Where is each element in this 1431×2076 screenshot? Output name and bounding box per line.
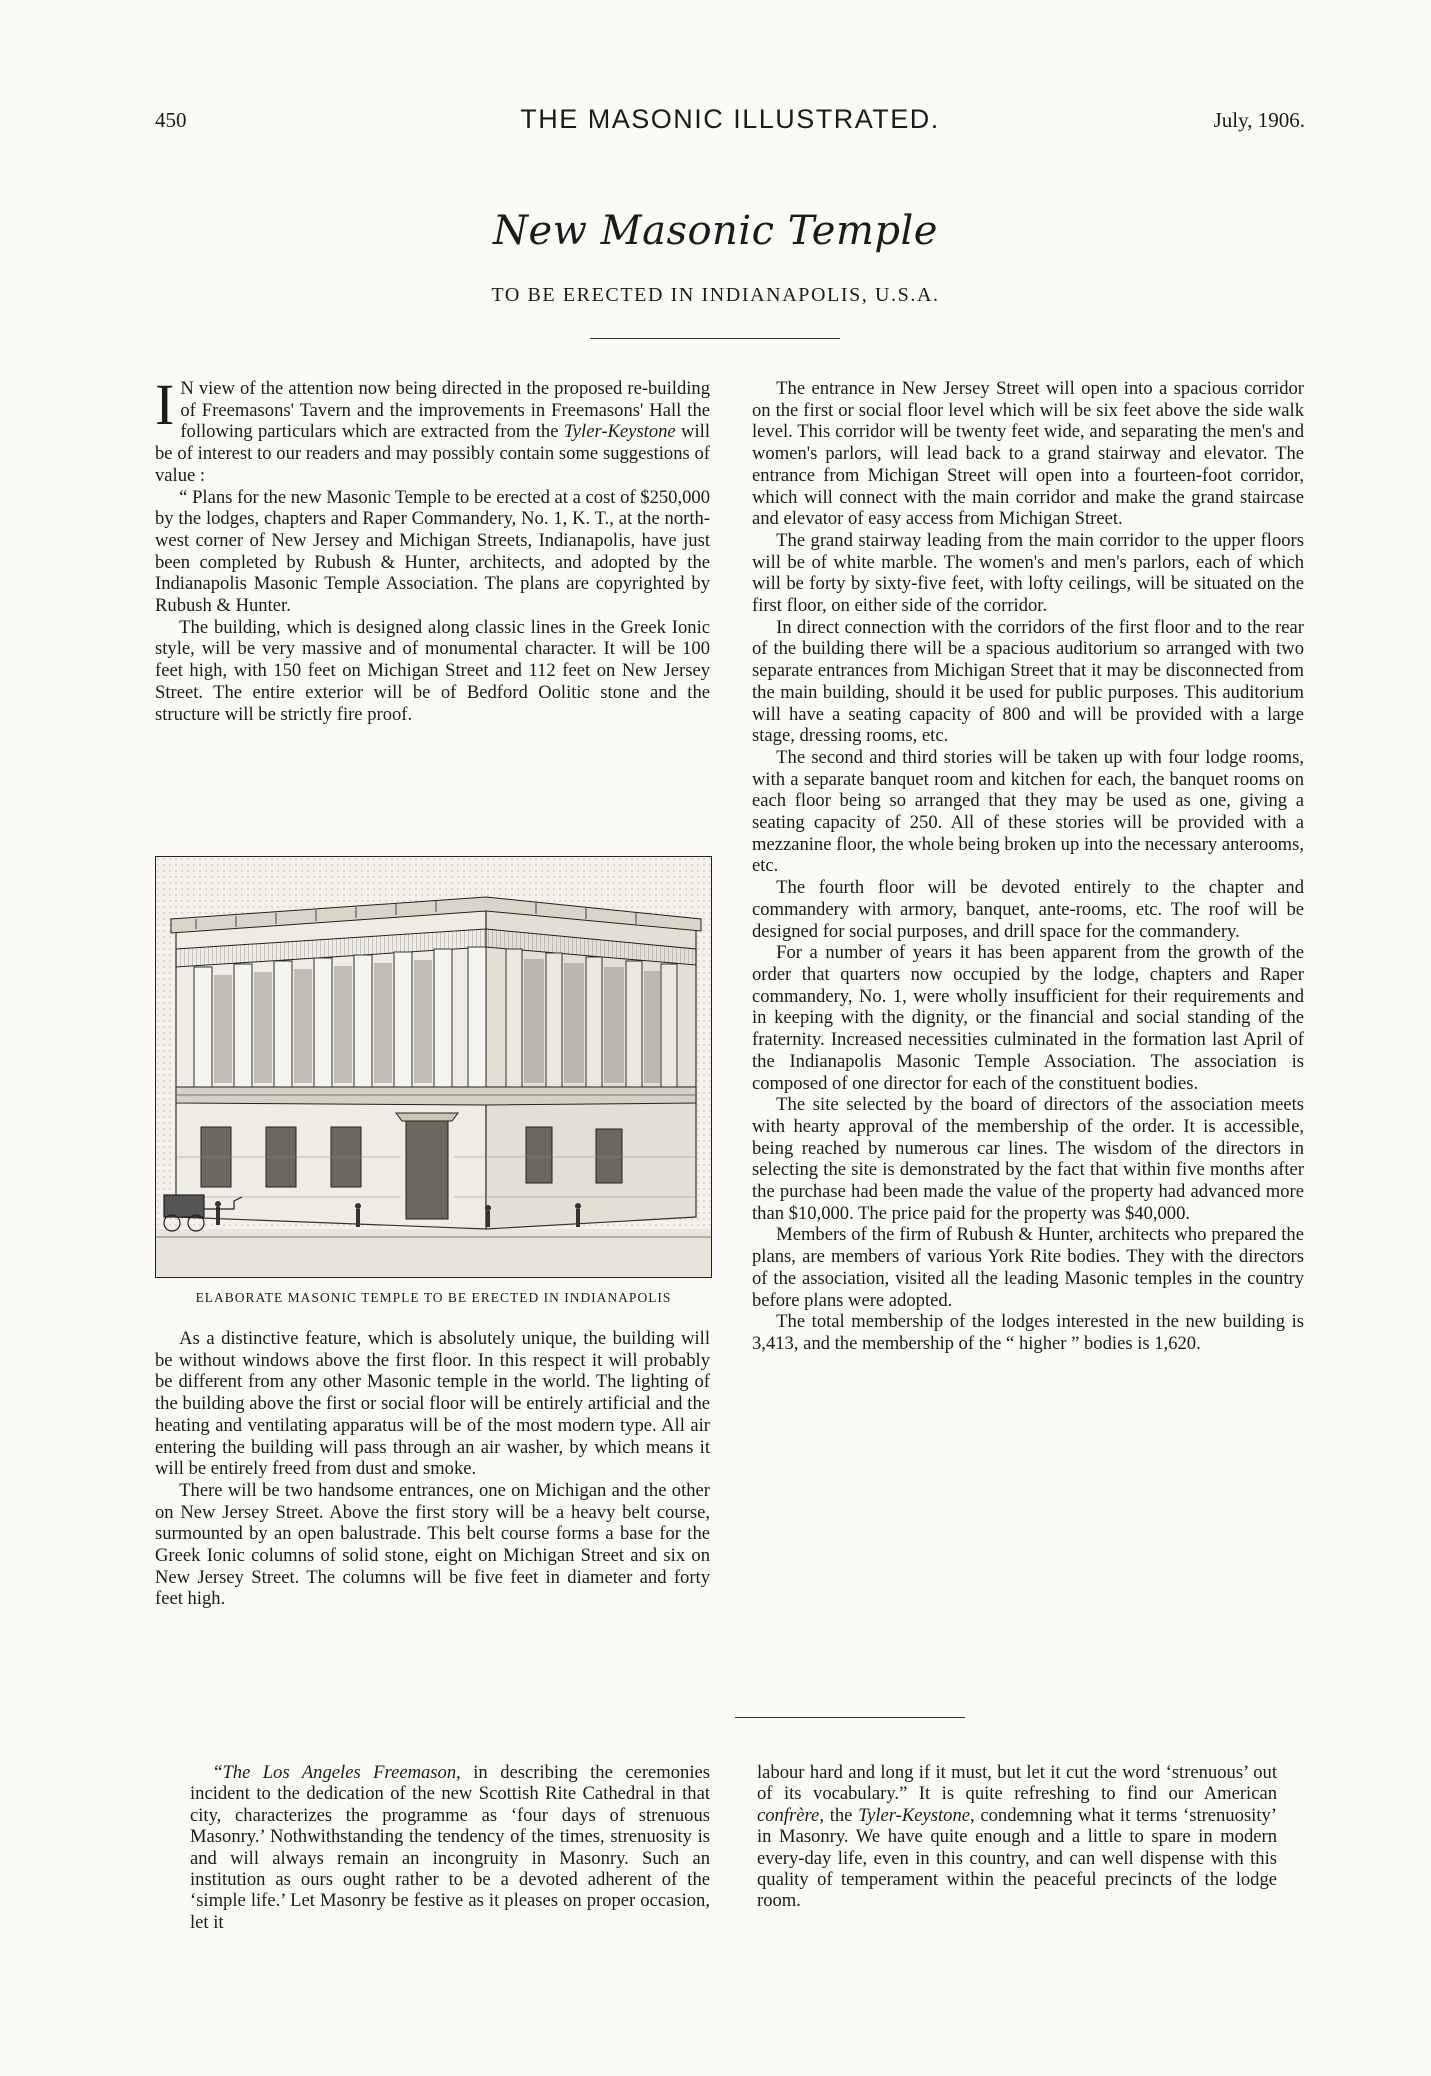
paragraph-auditorium: In direct connection with the corridors of the first floor and to the rear of the building there will be a spacious auditorium so arranged with two separate entrances from Michigan Street that it may be disconnected from the main building, should it be used for public purposes. This auditorium will have a seating capacity of 800 and will be provided with a large stage, dressing rooms, etc.	[752, 616, 1304, 747]
left-column-lower	[155, 1328, 710, 1610]
footnote-right-paragraph: labour hard and long if it must, but let it cut the word ‘strenuous’ out of its vocabulary.” It is quite refreshing to find our American confrère, the Tyler-Keystone, condemning what it terms ‘strenuosity’ in Masonry. We have quite enough and a little to spare in modern every-day life, even in this country, and can well dispense with this quality of temperament within the peaceful precincts of the lodge room.	[757, 1762, 1278, 1912]
paragraph-feature: As a distinctive feature, which is absolutely unique, the building will be without windows above the first floor. In this respect it will probably be different from any other Masonic temple in the world. The lighting of the building above the first or social floor will be entirely artificial and the heating and ventilating apparatus will be of the most modern type. All air entering the building will pass through an air washer, by which means it will be entirely freed from dust and smoke.	[155, 1328, 710, 1480]
article-subtitle: TO BE ERECTED IN INDIANAPOLIS, U.S.A.	[491, 284, 940, 306]
journal-title: THE MASONIC ILLUSTRATED.	[520, 104, 940, 134]
paragraph-architects: Members of the firm of Rubush & Hunter, architects who prepared the plans, are members of various York Rite bodies. They with the directors of the association, visited all the leading Masonic temples in the country before plans were adopted.	[752, 1224, 1304, 1311]
issue-date: July, 1906.	[1213, 108, 1305, 132]
paragraph-site: The site selected by the board of directors of the association meets with hearty approval of the membership of the order. It is accessible, being reached by numerous car lines. The wisdom of the directors in selecting the site is demonstrated by the fact that within five months after the purchase had been made the value of the property had advanced more than $10,000. The price paid for the property was $40,000.	[752, 1094, 1304, 1224]
paragraph-entrance-corridor: The entrance in New Jersey Street will open into a spacious corridor on the first or social floor level which will be six feet above the side walk level. This corridor will be twenty feet wide, and separating the men's and women's parlors, will lead back to a grand stairway and elevator. The entrance from Michigan Street will open into a fourteen-foot corridor, which will connect with the main corridor and make the grand staircase and elevator of easy access from Michigan Street.	[752, 378, 1304, 530]
illustration-caption: ELABORATE MASONIC TEMPLE TO BE ERECTED IN INDIANAPOLIS	[195, 1290, 672, 1305]
right-column	[752, 378, 1304, 1355]
paragraph-stairway: The grand stairway leading from the main corridor to the upper floors will be of white marble. The women's and men's parlors, each of which will be forty by sixty-five feet, with lofty ceilings, will be situated on the first floor, on either side of the corridor.	[752, 529, 1304, 617]
paragraph-entrances: There will be two handsome entrances, one on Michigan and the other on New Jersey Street. Above the first story will be a heavy belt course, surmounted by an open balustrade. This belt course forms a base for the Greek Ionic columns of solid stone, eight on Michigan Street and six on New Jersey Street. The columns will be five feet in diameter and forty feet high.	[155, 1479, 710, 1610]
paragraph-fourth-floor: The fourth floor will be devoted entirely to the chapter and commandery with armory, banquet, ante-rooms, etc. The roof will be designed for social purposes, and drill space for the commandery.	[752, 877, 1304, 942]
title-rule	[590, 338, 840, 339]
left-column-upper	[155, 372, 710, 725]
footnote-left-paragraph: “The Los Angeles Freemason, in describing the ceremonies incident to the dedication of the new Scottish Rite Cathedral in that city, characterizes the programme as ‘four days of strenuous Masonry.’ Nothwithstanding the tendency of the times, strenuosity is and will always remain an incongruity in Masonry. Such an institution as ours ought rather to be a devoted adherent of the ‘simple life.’ Let Masonry be festive as it pleases on proper occasion, let it	[190, 1762, 710, 1933]
temple-engraving	[156, 857, 711, 1277]
paragraph-history: For a number of years it has been apparent from the growth of the order that quarters now occupied by the lodge, chapters and Raper commandery, No. 1, were wholly insufficient for their requirements and in keeping with the dignity, or the financial and social standing of the fraternity. Increased necessities culminated in the formation last April of the Indianapolis Masonic Temple Association. The association is composed of one director for each of the constituent bodies.	[752, 942, 1304, 1094]
footnote-left-column	[190, 1762, 710, 1933]
temple-illustration	[155, 856, 712, 1278]
section-rule	[735, 1717, 965, 1718]
page-header	[155, 104, 1305, 144]
paragraph-plans: “ Plans for the new Masonic Temple to be erected at a cost of $250,000 by the lodges, chapters and Raper Commandery, No. 1, K. T., at the north-west corner of New Jersey and Michigan Streets, Indianapolis, have just been completed by Rubush & Hunter, architects, and adopted by the Indianapolis Masonic Temple Association. The plans are copyrighted by Rubush & Hunter.	[155, 486, 710, 617]
paragraph-lodge-rooms: The second and third stories will be taken up with four lodge rooms, with a separate banquet room and kitchen for each, the banquet rooms on each floor being so arranged that they may be used as one, giving a seating capacity of 250. All of these stories will be provided with a mezzanine floor, the whole being broken up into the necessary anterooms, etc.	[752, 746, 1304, 877]
intro-paragraph: I N view of the attention now being directed in the proposed re-building of Freemasons' Tavern and the improvements in Freemasons' Hall the following particulars which are extracted from the Tyler-Keystone will be of interest to our readers and may possibly contain some suggestions of value :	[155, 372, 710, 486]
footnote-right-column	[757, 1762, 1277, 1912]
article-title: New Masonic Temple	[493, 208, 938, 254]
page-number: 450	[155, 108, 187, 132]
drop-cap: I	[155, 372, 175, 437]
paragraph-building: The building, which is designed along classic lines in the Greek Ionic style, will be very massive and of monumental character. It will be 100 feet high, with 150 feet on Michigan Street and 112 feet on New Jersey Street. The entire exterior will be of Bedford Oolitic stone and the structure will be strictly fire proof.	[155, 616, 710, 725]
paragraph-membership: The total membership of the lodges interested in the new building is 3,413, and the membership of the “ higher ” bodies is 1,620.	[752, 1311, 1304, 1354]
